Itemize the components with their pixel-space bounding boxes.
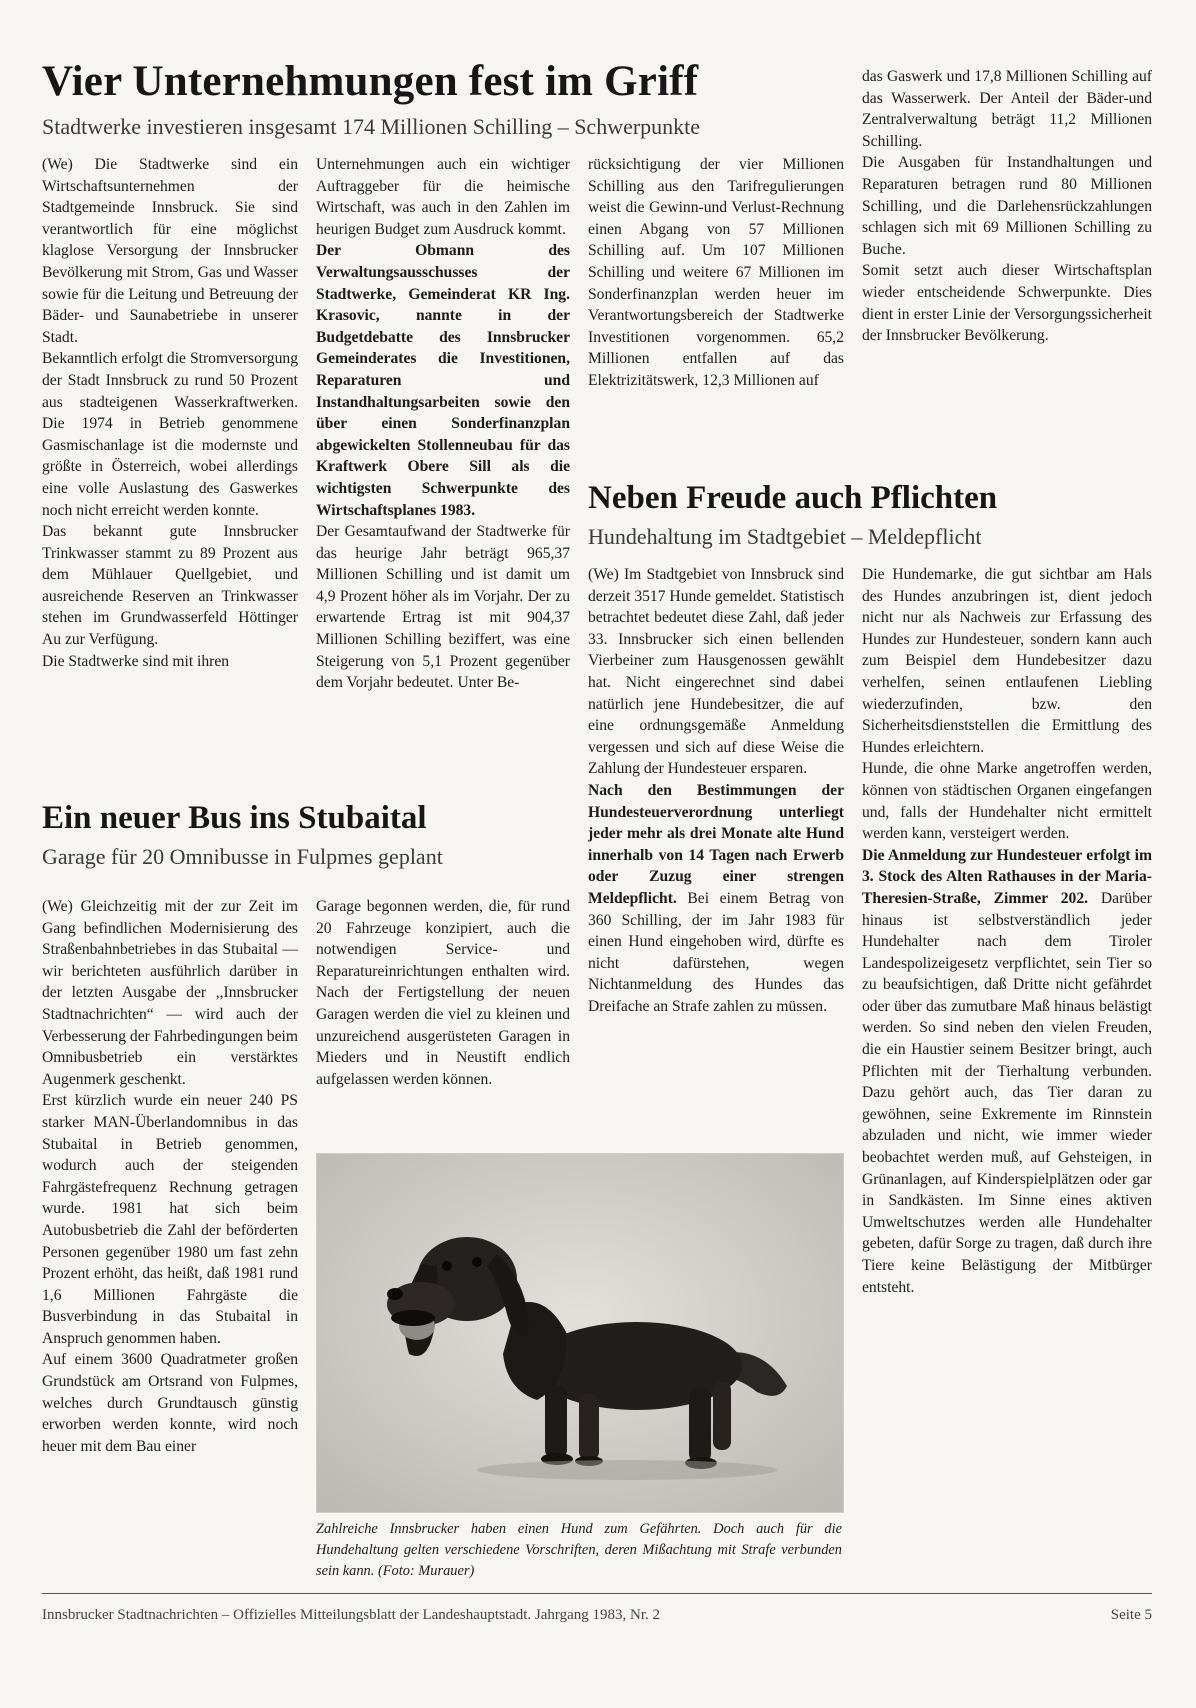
footer-publication: Innsbrucker Stadtnachrichten – Offizielles Mitteilungsblatt der Landeshauptstadt. Jahrgang 1983, Nr. 2 <box>42 1607 661 1623</box>
inline-text: Bei einem Betrag von 360 Schilling, der im Jahr 1983 für einen Hund eingehoben wird, dürfte es nicht dafürstehen, wegen Nichtanmeldung des Hundes das Dreifache an Strafe zahlen zu müssen. <box>588 889 844 1015</box>
article2-column-2 <box>316 896 570 1090</box>
article1-headline: Vier Unternehmungen fest im Griff <box>42 58 699 105</box>
paragraph: (We) Gleichzeitig mit der zur Zeit im Gang befindlichen Modernisierung des Straßenbahnbetriebes in das Stubaital — wir berichteten ausführlich darüber in der letzten Ausgabe der ,,Innsbrucker Stadtnachrichten“ — wird auch der Verbesserung der Fahrbedingungen beim Omnibusbetrieb ein verstärktes Augenmerk geschenkt. <box>42 898 298 1088</box>
inline-text: Darüber hinaus ist selbstverständlich jeder Hundehalter nach dem Tiroler Landespolizeigesetz verpflichtet, sein Tier so zu beaufsichtigen, daß Dritte nicht gefährdet oder über das zumutbare Maß hinaus belästigt werden. So sind neben den vielen Freuden, die ein Haustier seinem Besitzer bringt, auch Pflichten mit der Tierhaltung verbunden. Dazu gehört auch, das Tier daran zu gewöhnen, seine Exkremente im Rinnstein abzuladen und nicht, wie immer wieder beobachtet werden muß, auf Gehsteigen, in Grünanlagen, auf Kinderspielplätzen oder gar in Sandkästen. Im Sinne eines aktiven Umweltschutzes werden alle Hundehalter gebeten, dafür Sorge zu tragen, daß durch ihre Tiere keine Belästigung der Mitbürger entsteht. <box>862 889 1152 1296</box>
footer-divider <box>42 1593 1152 1594</box>
article2-headline: Ein neuer Bus ins Stubaital <box>42 800 427 836</box>
bold-text: Nach den Bestimmungen der Hundesteuerverordnung unterliegt jeder mehr als drei Monate alte Hund innerhalb von 14 Tagen nach Erwerb oder Zuzug einer strengen Meldepflicht. <box>588 781 844 907</box>
article1-subhead: Stadtwerke investieren insgesamt 174 Millionen Schilling – Schwerpunkte <box>42 114 701 139</box>
paragraph: Bekanntlich erfolgt die Stromversorgung der Stadt Innsbruck zu rund 50 Prozent aus stadteigenen Wasserkraftwerken. Die 1974 in Betrieb genommene Gasmischanlage ist die modernste und größte in Österreich, wobei allerdings eine volle Auslastung des Gaswerkes noch nicht erreicht werden konnte. <box>42 350 298 519</box>
photo-caption: Zahlreiche Innsbrucker haben einen Hund zum Gefährten. Doch auch für die Hundehaltung gelten verschiedene Vorschriften, deren Mißachtung mit Strafe verbunden sein kann. (Foto: Murauer) <box>316 1521 842 1579</box>
dachshund-illustration <box>317 1154 843 1512</box>
article3-headline: Neben Freude auch Pflichten <box>588 480 998 516</box>
paragraph: Auf einem 3600 Quadratmeter großen Grundstück am Ortsrand von Fulpmes, welches durch Grundtausch günstig erworben werden konnte, wird noch heuer mit dem Bau einer <box>42 1351 298 1455</box>
paragraph: das Gaswerk und 17,8 Millionen Schilling auf das Wasserwerk. Der Anteil der Bäder-und Zentralverwaltung beträgt 11,2 Millionen Schilling. <box>862 68 1152 150</box>
paragraph-bold <box>316 240 570 521</box>
article3-column-2 <box>862 564 1152 1298</box>
dog-photo <box>316 1153 844 1513</box>
paragraph-mixed <box>862 845 1152 1298</box>
paragraph: Hunde, die ohne Marke angetroffen werden, können von städtischen Organen eingefangen und, falls der Hundehalter nicht ermittelt werden kann, versteigert werden. <box>862 760 1152 843</box>
article1-column-4 <box>862 66 1152 347</box>
paragraph: (We) Im Stadtgebiet von Innsbruck sind derzeit 3517 Hunde gemeldet. Statistisch betrachtet bedeutet diese Zahl, daß jeder 33. Innsbrucker sich einen bellenden Vierbeiner zum Hausgenossen gewählt hat. Nicht eingerechnet sind dabei natürlich jene Hundebesitzer, die auf eine ordnungsgemäße Anmeldung vergessen und sich auf diese Weise die Zahlung der Hundesteuer ersparen. <box>588 566 844 778</box>
paragraph: Der Gesamtaufwand der Stadtwerke für das heurige Jahr beträgt 965,37 Millionen Schilling und ist damit um 4,9 Prozent höher als im Vorjahr. Der zu erwartende Ertrag ist mit 904,37 Millionen Schilling beziffert, was eine Steigerung von 5,1 Prozent gegenüber dem Vorjahr bedeutet. Unter Be- <box>316 523 570 692</box>
bold-text: Die Anmeldung zur Hundesteuer erfolgt im 3. Stock des Alten Rathauses in der Maria-Theresien-Straße, Zimmer 202. <box>862 846 1152 907</box>
article2-column-1 <box>42 896 298 1457</box>
article1-column-2 <box>316 154 570 694</box>
paragraph: Die Ausgaben für Instandhaltungen und Reparaturen betragen rund 80 Millionen Schilling, und die Darlehensrückzahlungen schlagen sich mit 69 Millionen Schilling zu Buche. <box>862 154 1152 258</box>
bold-text: Der Obmann des Verwaltungsausschusses der Stadtwerke, Gemeinderat KR Ing. Krasovic, nannte in der Budgetdebatte des Innsbrucker Gemeinderates die Investitionen, Reparaturen und Instandhaltungsarbeiten sowie den über einen Sonderfinanzplan abgewickelten Stollenneubau für das Kraftwerk Obere Sill als die wichtigsten Schwerpunkte des Wirtschaftsplanes 1983. <box>316 242 570 519</box>
article2-subhead: Garage für 20 Omnibusse in Fulpmes geplant <box>42 844 443 869</box>
article1-column-1 <box>42 154 298 672</box>
paragraph: Die Stadtwerke sind mit ihren <box>42 652 230 670</box>
paragraph: rücksichtigung der vier Millionen Schilling aus den Tarifregulierungen weist die Gewinn-und Verlust-Rechnung einen Abgang von 57 Millionen Schilling auf. Um 107 Millionen Schilling und weitere 67 Millionen im Sonderfinanzplan werden heuer im Verantwortungsbereich der Stadtwerke Investitionen vorgenommen. 65,2 Millionen entfallen auf das Elektrizitätswerk, 12,3 Millionen auf <box>588 156 844 389</box>
paragraph-mixed <box>588 780 844 1018</box>
paragraph: Somit setzt auch dieser Wirtschaftsplan wieder entscheidende Schwerpunkte. Dies dient in erster Linie der Versorgungssicherheit der Innsbrucker Bevölkerung. <box>862 262 1152 345</box>
article1-column-3 <box>588 154 844 392</box>
article3-column-1 <box>588 564 844 1017</box>
paragraph: Das bekannt gute Innsbrucker Trinkwasser stammt zu 89 Prozent aus dem Mühlauer Quellgebiet, und ausreichende Reserven an Trinkwasser stehen im Grundwasserfeld Höttinger Au zur Verfügung. <box>42 523 298 649</box>
page-number: Seite 5 <box>1110 1607 1152 1623</box>
paragraph: (We) Die Stadtwerke sind ein Wirtschaftsunternehmen der Stadtgemeinde Innsbruck. Sie sind verantwortlich für eine möglichst klaglose Versorgung der Innsbrucker Bevölkerung mit Strom, Gas und Wasser sowie für die Leitung und Betreuung der Bäder- und Saunabetriebe in unserer Stadt. <box>42 156 298 346</box>
paragraph: Erst kürzlich wurde ein neuer 240 PS starker MAN-Überlandomnibus in das Stubaital in Betrieb genommen, wodurch auch der steigenden Fahrgästefrequenz Rechnung getragen wurde. 1981 hat sich beim Autobusbetrieb die Zahl der beförderten Personen gegenüber 1980 um fast zehn Prozent erhöht, das heißt, daß 1981 rund 1,6 Millionen Fahrgäste die Busverbindung in das Stubaital in Anspruch genommen haben. <box>42 1092 298 1347</box>
paragraph: Die Hundemarke, die gut sichtbar am Hals des Hundes anzubringen ist, dient jedoch nicht nur als Nachweis zur Erfassung des Hundes zur Hundesteuer, sondern kann auch zum Beispiel dem Hundebesitzer dazu verhelfen, seinen entlaufenen Liebling wiederzufinden, bzw. den Sicherheitsdienststellen die Ermittlung des Hundes erleichtern. <box>862 566 1152 756</box>
paragraph: Unternehmungen auch ein wichtiger Auftraggeber für die heimische Wirtschaft, was auch in den Zahlen im heurigen Budget zum Ausdruck kommt. <box>316 156 570 238</box>
paragraph: Garage begonnen werden, die, für rund 20 Fahrzeuge konzipiert, auch die notwendigen Service- und Reparatureinrichtungen enthalten wird. Nach der Fertigstellung der neuen Garagen werden die viel zu kleinen und unzureichend ausgerüsteten Garagen in Mieders und in Neustift endlich aufgelassen werden können. <box>316 898 570 1088</box>
article3-subhead: Hundehaltung im Stadtgebiet – Meldepflicht <box>588 524 982 549</box>
